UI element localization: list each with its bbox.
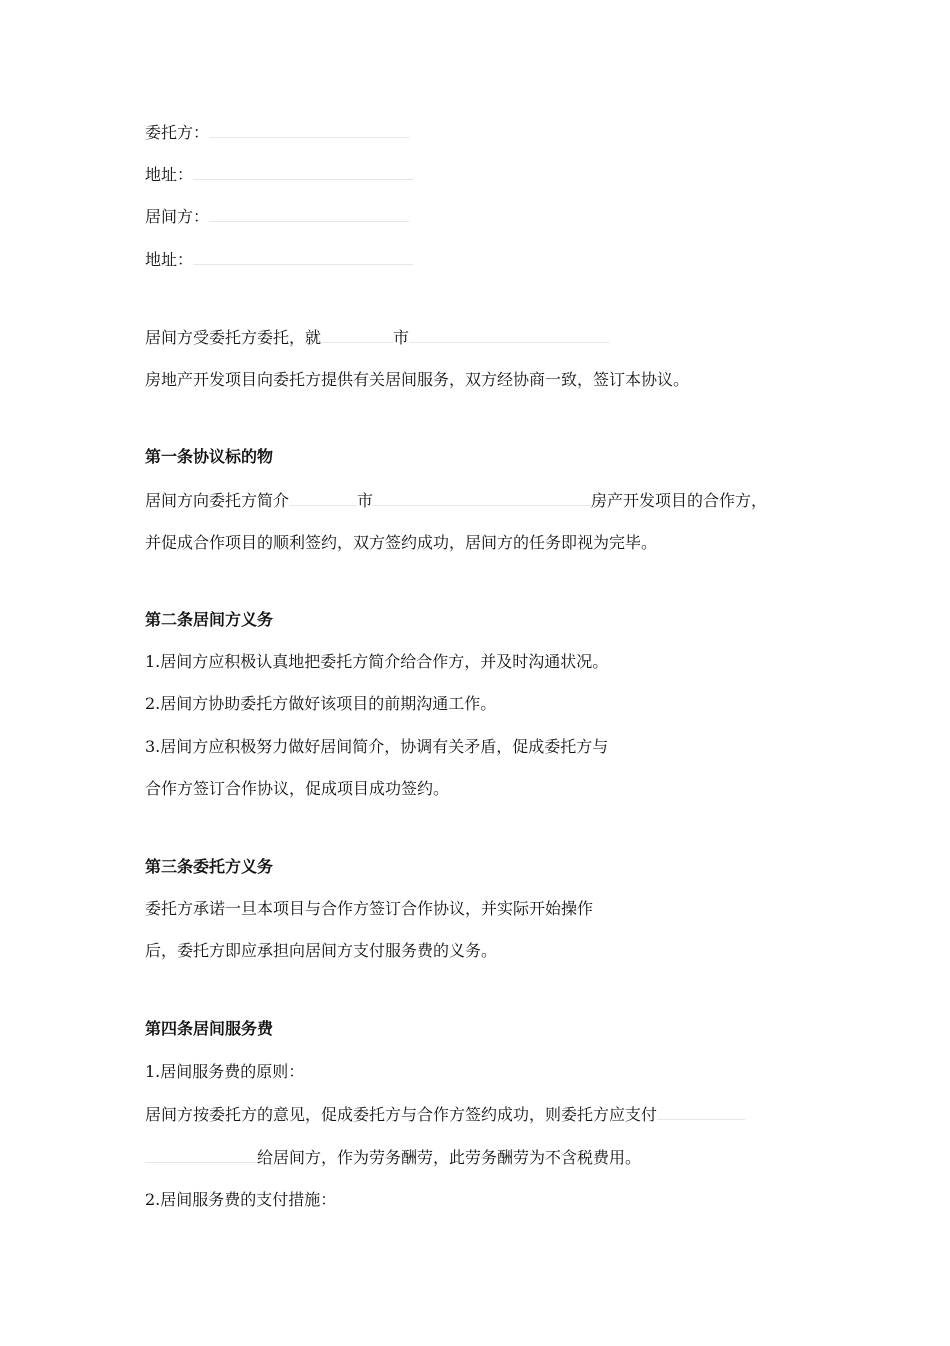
article1-line-2: 并促成合作项目的顺利签约，双方签约成功，居间方的任务即视为完毕。 [145,533,658,552]
preamble-line-2: 房地产开发项目向委托方提供有关居间服务，双方经协商一致，签订本协议。 [145,370,690,389]
principal-address-line [145,163,413,186]
article2-item-3b: 合作方签订合作协议，促成项目成功签约。 [145,779,450,798]
intermediary-address-line [145,248,413,271]
preamble-city-label: 市 [393,328,410,347]
article1-heading: 第一条协议标的物 [145,447,274,466]
principal-address-blank[interactable] [193,163,413,180]
preamble-text-a: 居间方受委托方委托，就 [145,328,322,347]
article1-city-blank[interactable] [289,489,357,506]
article1-text-a: 居间方向委托方简介 [145,491,290,510]
article4-line-2 [145,1146,641,1169]
article1-text-b: 房产开发项目的合作方， [591,491,768,510]
preamble-city-blank[interactable] [321,326,393,343]
article2-item-2: 2.居间方协助委托方做好该项目的前期沟通工作。 [145,694,497,713]
preamble-project-blank[interactable] [409,326,609,343]
intermediary-line [145,205,409,228]
article4-text-2: 给居间方，作为劳务酬劳，此劳务酬劳为不含税费用。 [257,1148,642,1167]
intermediary-blank[interactable] [209,205,409,222]
principal-label: 委托方： [145,123,210,142]
article3-line-2: 后，委托方即应承担向居间方支付服务费的义务。 [145,941,498,960]
intermediary-address-blank[interactable] [193,248,413,265]
article2-item-1: 1.居间方应积极认真地把委托方简介给合作方，并及时沟通状况。 [145,652,609,671]
article4-line-1 [145,1103,745,1126]
article4-text-1: 居间方按委托方的意见，促成委托方与合作方签约成功，则委托方应支付 [145,1105,658,1124]
article2-heading: 第二条居间方义务 [145,610,274,629]
article4-heading: 第四条居间服务费 [145,1019,274,1038]
article4-fee-blank-1[interactable] [657,1103,745,1120]
article1-project-blank[interactable] [373,489,591,506]
article4-fee-blank-2[interactable] [145,1146,257,1163]
article4-item-2: 2.居间服务费的支付措施： [145,1190,337,1209]
article1-line-1 [145,489,767,512]
principal-address-label: 地址： [145,165,194,184]
article4-item-1: 1.居间服务费的原则： [145,1062,305,1081]
principal-blank[interactable] [209,121,409,138]
article2-item-3a: 3.居间方应积极努力做好居间简介，协调有关矛盾，促成委托方与 [145,737,609,756]
intermediary-address-label: 地址： [145,250,194,269]
article3-line-1: 委托方承诺一旦本项目与合作方签订合作协议，并实际开始操作 [145,899,594,918]
principal-line [145,121,409,144]
article3-heading: 第三条委托方义务 [145,857,274,876]
article1-city-label: 市 [357,491,374,510]
intermediary-label: 居间方： [145,207,210,226]
preamble-line-1 [145,326,609,349]
